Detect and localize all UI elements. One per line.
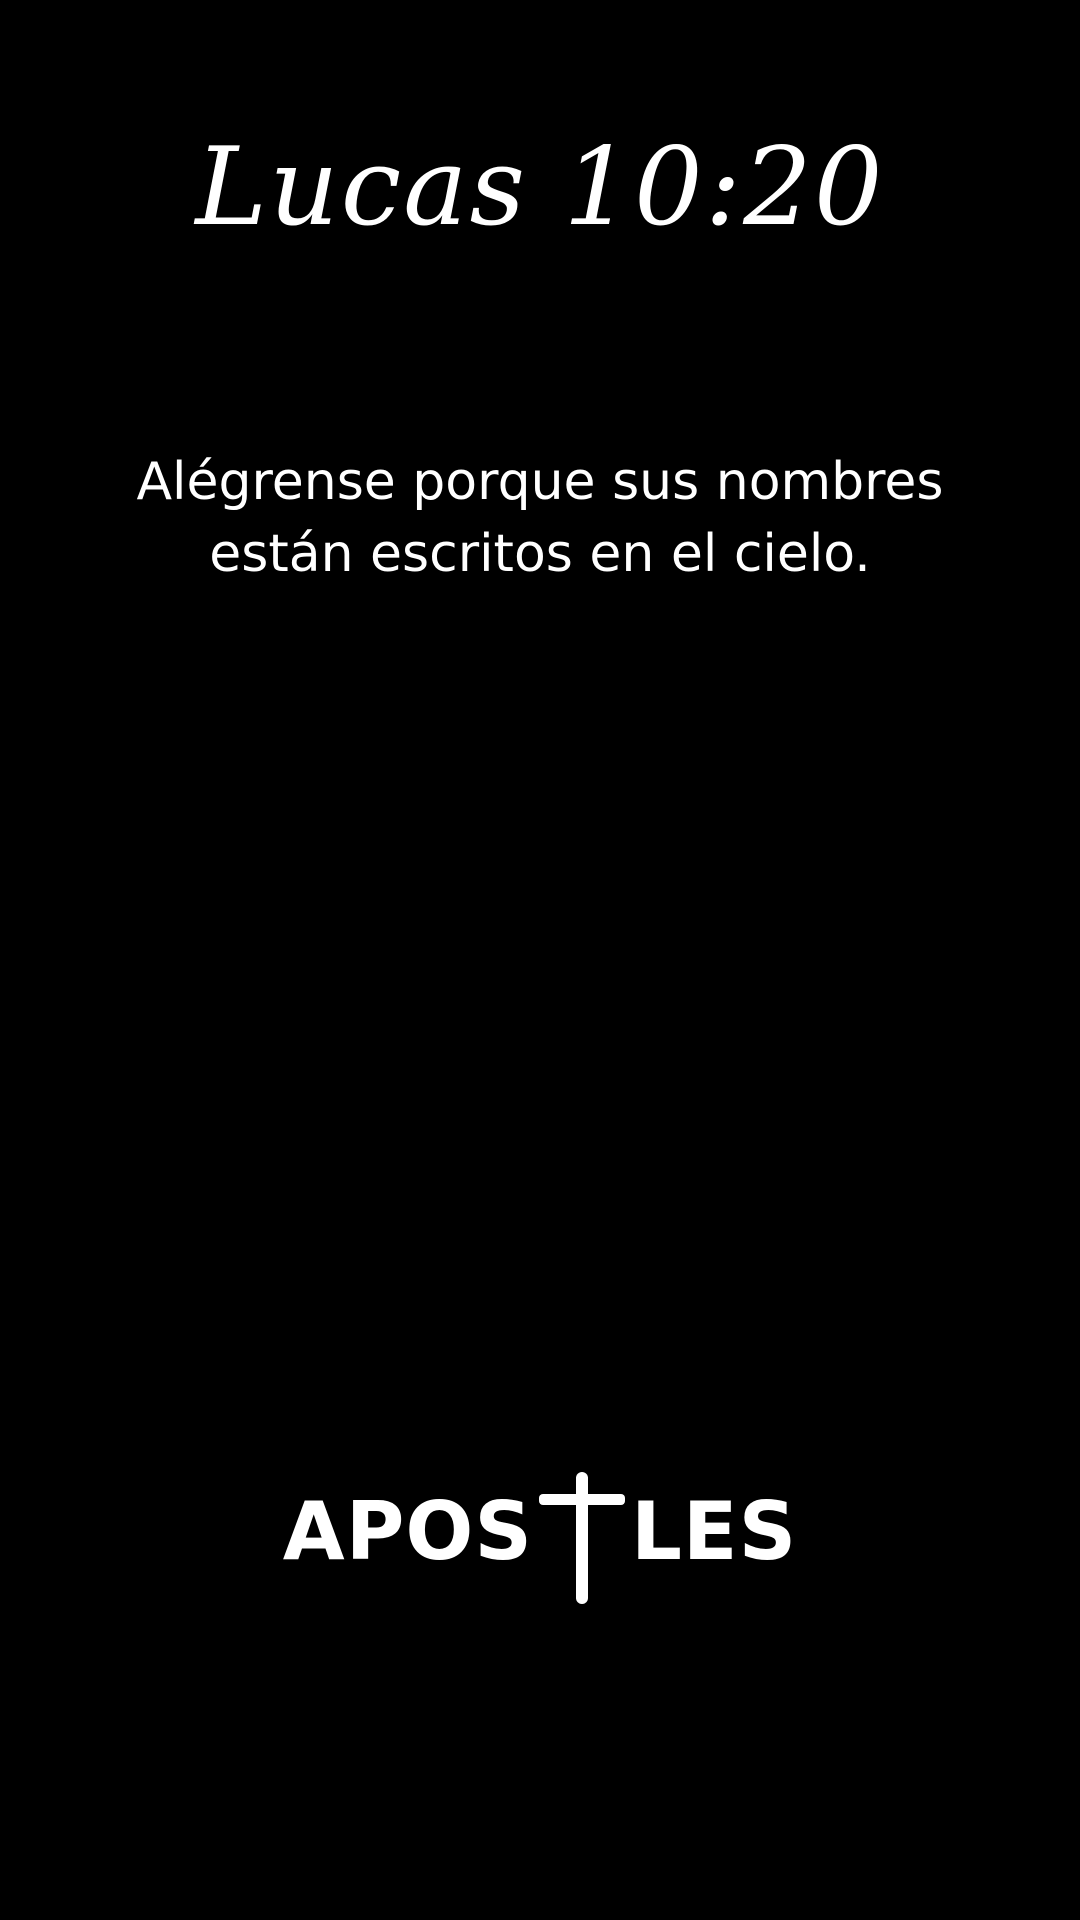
- apostles-logo: [0, 1468, 1080, 1604]
- logo-text-suffix: LES: [630, 1485, 798, 1578]
- verse-line: están escritos en el cielo.: [209, 524, 871, 584]
- verse-line: Alégrense porque sus nombres: [136, 452, 944, 512]
- verse-text: [110, 446, 970, 590]
- logo-text-prefix: APOS: [282, 1485, 533, 1578]
- verse-reference: Lucas 10:20: [195, 125, 885, 250]
- cross-icon: [539, 1472, 625, 1604]
